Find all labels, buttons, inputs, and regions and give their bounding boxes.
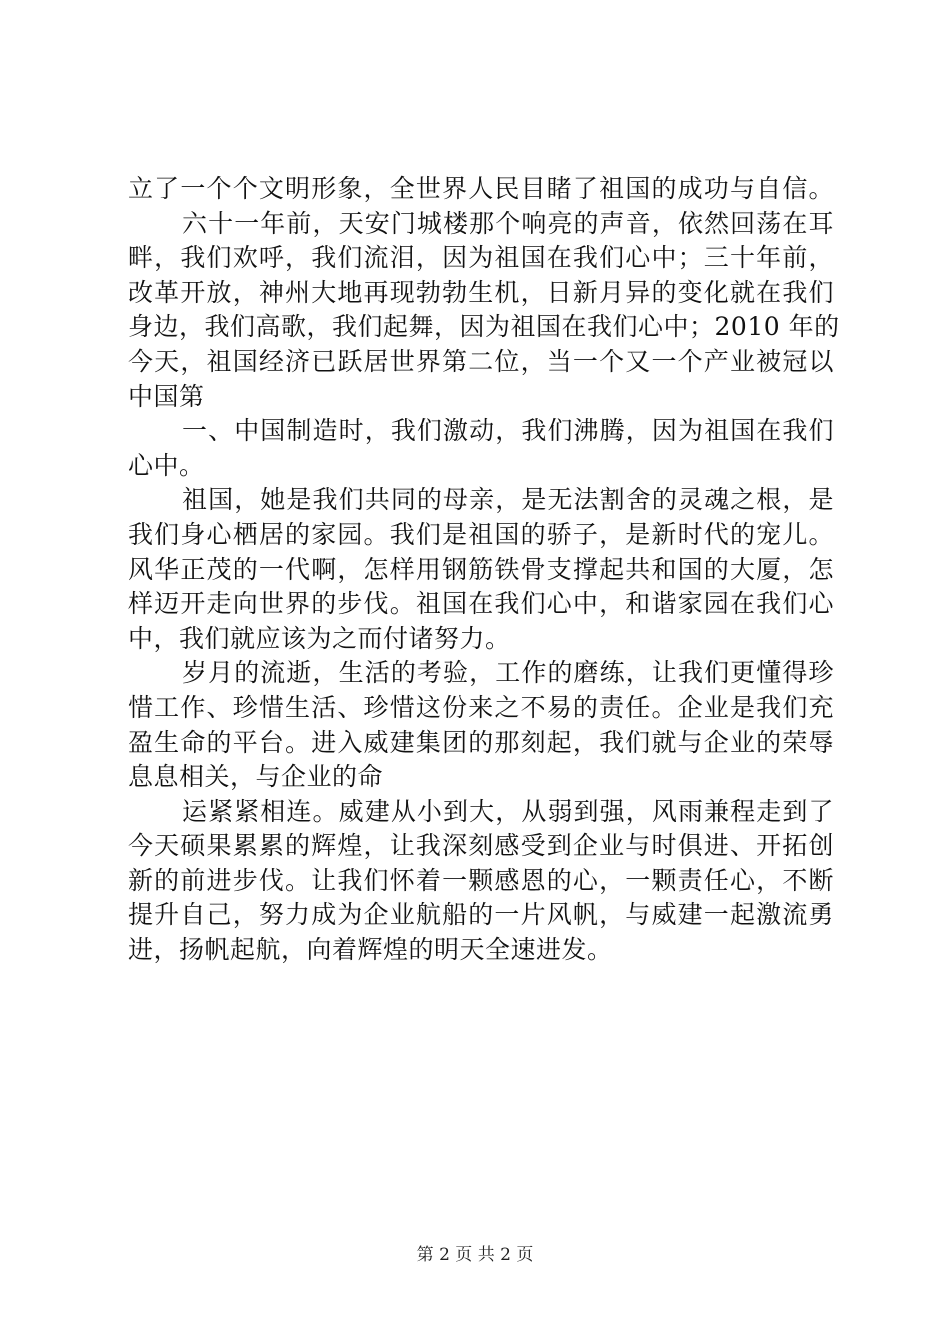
text-line: 盈生命的平台。进入威建集团的那刻起，我们就与企业的荣辱 [128,727,834,757]
text-line: 我们身心栖居的家园。我们是祖国的骄子，是新时代的宠儿。 [128,519,834,549]
text-line: 身边，我们高歌，我们起舞，因为祖国在我们心中；2010 年的 [128,312,840,342]
text-line: 风华正茂的一代啊，怎样用钢筋铁骨支撑起共和国的大厦，怎 [128,554,834,584]
text-line: 中国第 [128,381,205,411]
text-line: 惜工作、珍惜生活、珍惜这份来之不易的责任。企业是我们充 [128,692,834,722]
text-line: 心中。 [128,450,205,480]
text-line: 中，我们就应该为之而付诸努力。 [128,623,511,653]
text-line: 六十一年前，天安门城楼那个响亮的声音，依然回荡在耳 [182,208,834,238]
text-line: 立了一个个文明形象，全世界人民目睹了祖国的成功与自信。 [128,174,834,203]
text-line: 息息相关，与企业的命 [128,762,384,792]
text-line: 今天，祖国经济已跃居世界第二位，当一个又一个产业被冠以 [128,346,834,376]
text-line: 岁月的流逝，生活的考验，工作的磨练，让我们更懂得珍 [182,658,834,688]
text-line: 进，扬帆起航，向着辉煌的明天全速进发。 [128,935,613,965]
text-line: 样迈开走向世界的步伐。祖国在我们心中，和谐家园在我们心 [128,589,834,619]
document-body [128,172,840,968]
text-line: 改革开放，神州大地再现勃勃生机，日新月异的变化就在我们 [128,277,834,307]
text-line: 畔，我们欢呼，我们流泪，因为祖国在我们心中；三十年前， [128,243,834,273]
text-line: 祖国，她是我们共同的母亲，是无法割舍的灵魂之根，是 [182,485,834,515]
text-line: 新的前进步伐。让我们怀着一颗感恩的心，一颗责任心，不断 [128,865,834,895]
text-line: 一、中国制造时，我们激动，我们沸腾，因为祖国在我们 [182,416,834,446]
text-line: 运紧紧相连。威建从小到大，从弱到强，风雨兼程走到了 [182,796,834,826]
text-line: 提升自己，努力成为企业航船的一片风帆，与威建一起激流勇 [128,900,834,930]
text-line: 今天硕果累累的辉煌，让我深刻感受到企业与时俱进、开拓创 [128,831,834,861]
page-footer: 第 2 页 共 2 页 [416,1245,534,1265]
